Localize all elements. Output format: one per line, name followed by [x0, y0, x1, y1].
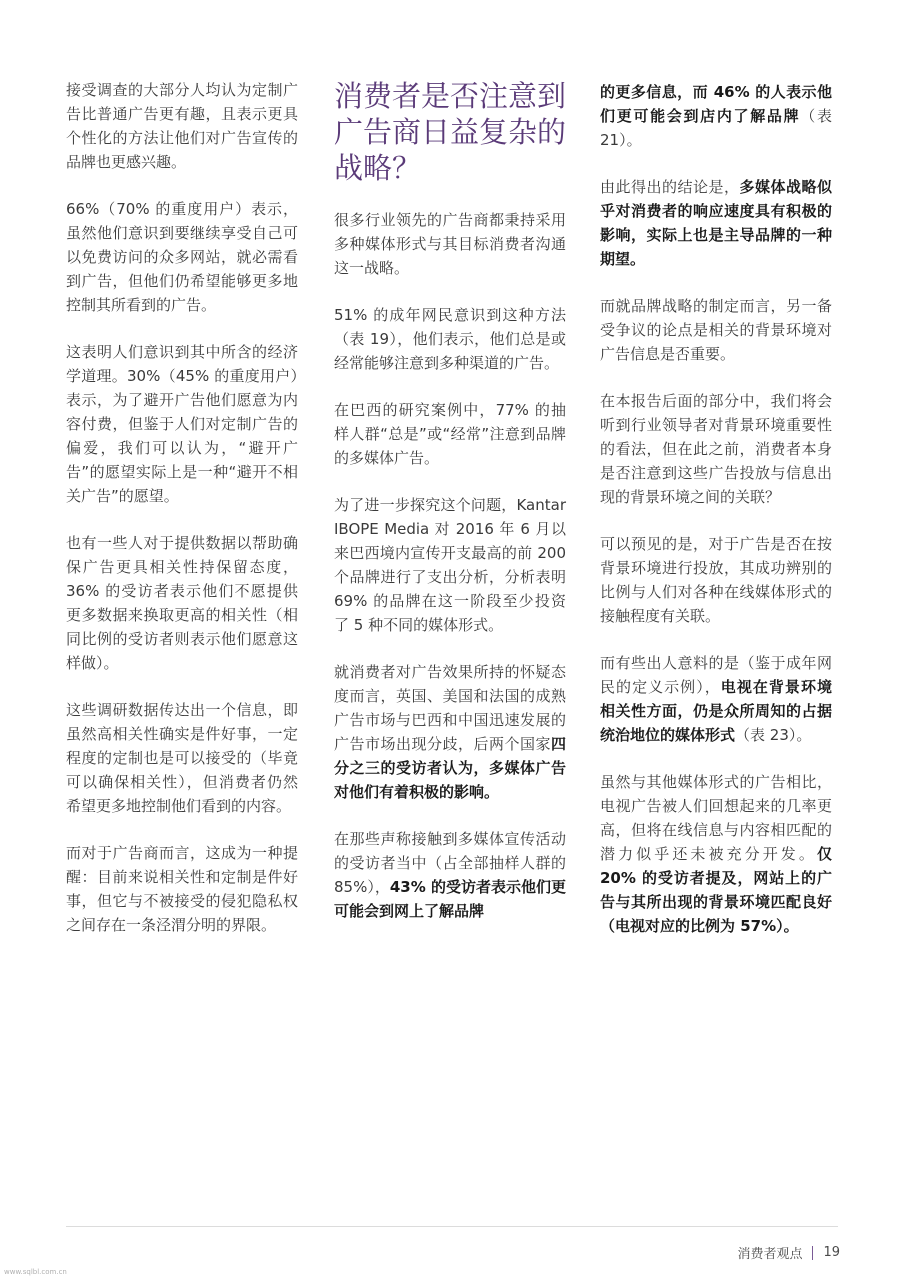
bold-text: 电视在背景环境相关性方面，仍是众所周知的占据统治地位的媒体形式 — [600, 678, 832, 744]
paragraph: 接受调查的大部分人均认为定制广告比普通广告更有趣，且表示更具个性化的方法让他们对广告宣传的品牌也更感兴趣。 — [66, 81, 298, 171]
paragraph: 可以预见的是，对于广告是否在按背景环境进行投放，其成功辨别的比例与人们对各种在线媒体形式的接触程度有关联。 — [600, 535, 832, 625]
column-left — [66, 78, 298, 960]
bold-text: 的更多信息，而 46% 的人表示他们更可能会到店内了解品牌 — [600, 83, 832, 125]
paragraph: 的更多信息，而 46% 的人表示他们更可能会到店内了解品牌（表 21）。 — [600, 83, 832, 149]
bold-text: 43% 的受访者表示他们更可能会到网上了解品牌 — [334, 878, 566, 920]
watermark: www.sqlbl.com.cn — [4, 1268, 67, 1276]
paragraph: 也有一些人对于提供数据以帮助确保广告更具相关性持保留态度，36% 的受访者表示他们不愿提供更多数据来换取更高的相关性（相同比例的受访者则表示他们愿意这样做）。 — [66, 534, 298, 672]
footer-divider — [66, 1226, 838, 1227]
section-heading: 消费者是否注意到广告商日益复杂的战略？ — [334, 79, 567, 185]
paragraph: 这些调研数据传达出一个信息，即虽然高相关性确实是件好事，一定程度的定制也是可以接受的（毕竟可以确保相关性），但消费者仍然希望更多地控制他们看到的内容。 — [66, 701, 298, 815]
footer-section-title: 消费者观点 — [737, 1247, 803, 1262]
paragraph: 而就品牌战略的制定而言，另一备受争议的论点是相关的背景环境对广告信息是否重要。 — [600, 297, 832, 363]
column-right — [600, 80, 832, 961]
paragraph: 而有些出人意料的是（鉴于成年网民的定义示例），电视在背景环境相关性方面，仍是众所周知的占据统治地位的媒体形式（表 23）。 — [600, 654, 832, 744]
paragraph: 在巴西的研究案例中，77% 的抽样人群“总是”或“经常”注意到品牌的多媒体广告。 — [334, 401, 566, 467]
paragraph: 51% 的成年网民意识到这种方法（表 19），他们表示，他们总是或经常能够注意到多种渠道的广告。 — [334, 306, 566, 372]
page-number: 19 — [823, 1245, 840, 1260]
paragraph: 由此得出的结论是，多媒体战略似乎对消费者的响应速度具有积极的影响，实际上也是主导品牌的一种期望。 — [600, 178, 832, 268]
paragraph: 而对于广告商而言，这成为一种提醒：目前来说相关性和定制是件好事，但它与不被接受的侵犯隐私权之间存在一条泾渭分明的界限。 — [66, 844, 298, 934]
paragraph: 在那些声称接触到多媒体宣传活动的受访者当中（占全部抽样人群的 85%），43% 的受访者表示他们更可能会到网上了解品牌 — [334, 830, 566, 920]
footer-separator — [812, 1246, 813, 1260]
paragraph: 很多行业领先的广告商都秉持采用多种媒体形式与其目标消费者沟通这一战略。 — [334, 211, 566, 277]
bold-text: 仅 20% 的受访者提及，网站上的广告与其所出现的背景环境匹配良好（电视对应的比例为 57%）。 — [600, 845, 832, 935]
paragraph: 66%（70% 的重度用户）表示，虽然他们意识到要继续享受自己可以免费访问的众多网站，就必需看到广告，但他们仍希望能够更多地控制其所看到的广告。 — [66, 200, 298, 314]
bold-text: 四分之三的受访者认为，多媒体广告对他们有着积极的影响。 — [334, 735, 566, 801]
bold-text: 多媒体战略似乎对消费者的响应速度具有积极的影响，实际上也是主导品牌的一种期望。 — [600, 178, 832, 268]
paragraph: 就消费者对广告效果所持的怀疑态度而言，英国、美国和法国的成熟广告市场与巴西和中国迅速发展的广告市场出现分歧，后两个国家四分之三的受访者认为，多媒体广告对他们有着积极的影响。 — [334, 663, 566, 801]
paragraph: 为了进一步探究这个问题，Kantar IBOPE Media 对 2016 年 6 月以来巴西境内宣传开支最高的前 200 个品牌进行了支出分析，分析表明 69% 的品牌在这一阶段至少投资了 5 种不同的媒体形式。 — [334, 496, 566, 634]
page-footer — [737, 1243, 840, 1262]
paragraph: 虽然与其他媒体形式的广告相比，电视广告被人们回想起来的几率更高，但将在线信息与内容相匹配的潜力似乎还未被充分开发。仅 20% 的受访者提及，网站上的广告与其所出现的背景环境匹配良好（电视对应的比例为 57%）。 — [600, 773, 832, 935]
paragraph: 这表明人们意识到其中所含的经济学道理。30%（45% 的重度用户）表示，为了避开广告他们愿意为内容付费，但鉴于人们对定制广告的偏爱，我们可以认为，“避开广告”的愿望实际上是一种“避开不相关广告”的愿望。 — [66, 343, 298, 505]
column-middle — [334, 78, 566, 946]
paragraph: 在本报告后面的部分中，我们将会听到行业领导者对背景环境重要性的看法，但在此之前，消费者本身是否注意到这些广告投放与信息出现的背景环境之间的关联？ — [600, 392, 832, 506]
